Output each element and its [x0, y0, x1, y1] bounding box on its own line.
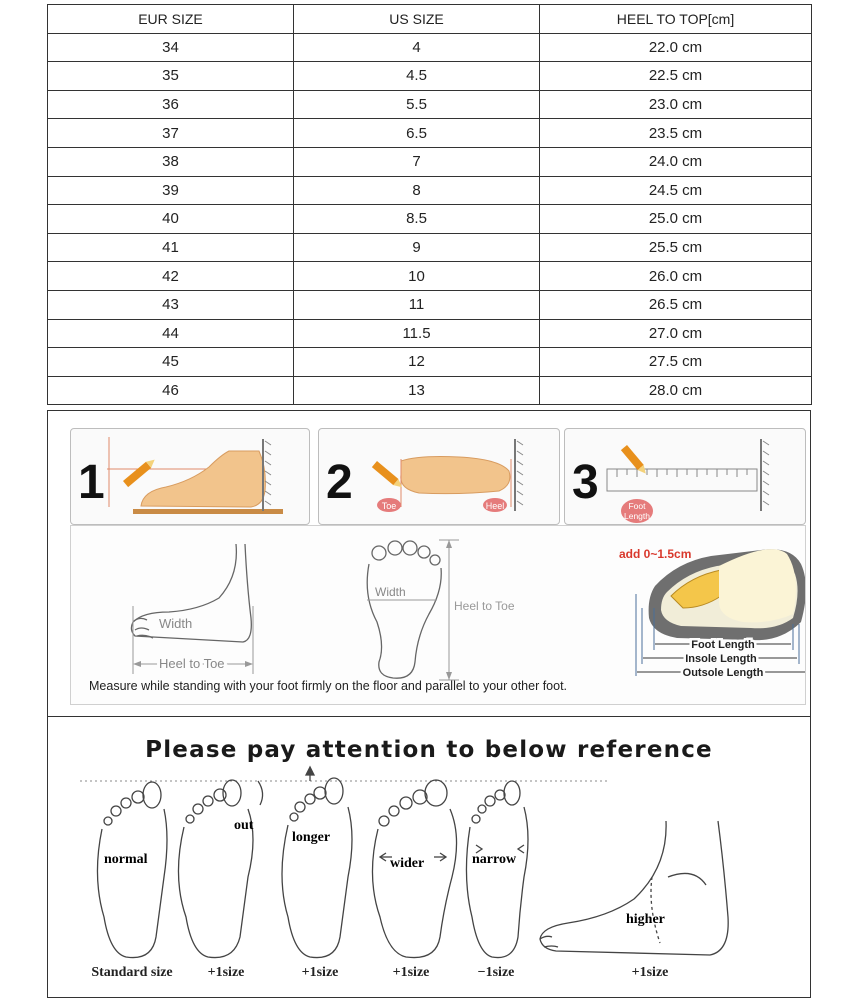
- cell-eur-size: 43: [48, 290, 294, 319]
- longer-foot-outline: [282, 767, 352, 958]
- cell-us-size: 11.5: [294, 319, 540, 348]
- size-chart-table: [47, 4, 812, 405]
- header-heel-to-top: HEEL TO TOP[cm]: [540, 5, 812, 34]
- cell-heel-to-top: 23.0 cm: [540, 90, 812, 119]
- step-2-foot-illustration: [319, 429, 559, 524]
- table-body: [48, 33, 812, 405]
- table-row: [48, 319, 812, 348]
- shoe-illustration: [649, 549, 805, 640]
- measure-instructions-panel: [47, 410, 811, 717]
- foot-label-normal: normal: [104, 852, 148, 867]
- cell-eur-size: 37: [48, 119, 294, 148]
- step-3-box: [564, 428, 806, 525]
- table-row: [48, 33, 812, 62]
- step-number: 1: [78, 456, 105, 509]
- cell-eur-size: 40: [48, 205, 294, 234]
- top-width-label: Width: [375, 585, 406, 599]
- table-row: [48, 348, 812, 377]
- cell-us-size: 8.5: [294, 205, 540, 234]
- table-row: [48, 205, 812, 234]
- foot-label-wider: wider: [390, 856, 425, 871]
- cell-us-size: 9: [294, 233, 540, 262]
- step-1-box: [70, 428, 310, 525]
- header-us-size: US SIZE: [294, 5, 540, 34]
- step-2-box: [318, 428, 560, 525]
- reference-title: Please pay attention to below reference: [145, 737, 713, 763]
- foot-caption-higher: +1size: [631, 965, 669, 980]
- side-heel-toe-label: Heel to Toe: [159, 656, 225, 671]
- cell-heel-to-top: 27.5 cm: [540, 348, 812, 377]
- foot-caption-longer: +1size: [301, 965, 339, 980]
- cell-eur-size: 41: [48, 233, 294, 262]
- cell-eur-size: 45: [48, 348, 294, 377]
- measurement-diagrams: [70, 525, 806, 705]
- step-number: 2: [326, 456, 353, 509]
- toe-label: Toe: [381, 501, 397, 511]
- foot-caption-standard: Standard size: [91, 965, 173, 980]
- foot-label-longer: longer: [292, 830, 331, 845]
- foot-caption-out: +1size: [207, 965, 245, 980]
- cell-heel-to-top: 27.0 cm: [540, 319, 812, 348]
- cell-us-size: 10: [294, 262, 540, 291]
- cell-heel-to-top: 25.0 cm: [540, 205, 812, 234]
- measure-caption: Measure while standing with your foot firmly on the floor and parallel to your other foot.: [89, 679, 568, 693]
- table-row: [48, 90, 812, 119]
- cell-heel-to-top: 26.5 cm: [540, 290, 812, 319]
- normal-foot-outline: [97, 782, 167, 958]
- cell-us-size: 11: [294, 290, 540, 319]
- cell-heel-to-top: 22.5 cm: [540, 62, 812, 91]
- cell-eur-size: 46: [48, 376, 294, 405]
- step-1-foot-illustration: [71, 429, 309, 524]
- foot-length-label-line1: Foot: [628, 501, 646, 511]
- foot-length-label: Foot Length: [691, 639, 755, 651]
- insole-length-label: Insole Length: [685, 653, 757, 665]
- cell-us-size: 12: [294, 348, 540, 377]
- outsole-length-label: Outsole Length: [682, 667, 764, 679]
- add-length-label: add 0~1.5cm: [619, 547, 692, 561]
- table-row: [48, 376, 812, 405]
- step-number: 3: [572, 456, 599, 509]
- foot-shapes-illustration: [48, 717, 810, 997]
- table-row: [48, 290, 812, 319]
- header-eur-size: EUR SIZE: [48, 5, 294, 34]
- narrow-foot-outline: [466, 781, 528, 958]
- table-header-row: [48, 5, 812, 34]
- cell-heel-to-top: 26.0 cm: [540, 262, 812, 291]
- cell-eur-size: 38: [48, 147, 294, 176]
- table-row: [48, 62, 812, 91]
- foot-caption-narrow: −1size: [477, 965, 515, 980]
- reference-panel: [47, 716, 811, 998]
- cell-eur-size: 44: [48, 319, 294, 348]
- out-foot-outline: [178, 780, 262, 958]
- foot-label-out: out: [234, 818, 254, 833]
- foot-length-label-line2: Length: [624, 511, 650, 521]
- foot-caption-wider: +1size: [392, 965, 430, 980]
- measurement-illustrations: [71, 526, 805, 704]
- cell-us-size: 7: [294, 147, 540, 176]
- cell-eur-size: 34: [48, 33, 294, 62]
- cell-heel-to-top: 24.5 cm: [540, 176, 812, 205]
- table-row: [48, 147, 812, 176]
- cell-us-size: 4: [294, 33, 540, 62]
- cell-heel-to-top: 25.5 cm: [540, 233, 812, 262]
- cell-us-size: 4.5: [294, 62, 540, 91]
- step-3-ruler-illustration: [565, 429, 805, 524]
- cell-heel-to-top: 28.0 cm: [540, 376, 812, 405]
- higher-foot-outline: [540, 821, 728, 955]
- table-row: [48, 119, 812, 148]
- heel-label: Heel: [485, 501, 505, 511]
- cell-us-size: 8: [294, 176, 540, 205]
- cell-heel-to-top: 22.0 cm: [540, 33, 812, 62]
- cell-heel-to-top: 24.0 cm: [540, 147, 812, 176]
- cell-us-size: 6.5: [294, 119, 540, 148]
- foot-label-higher: higher: [626, 912, 665, 927]
- table-row: [48, 233, 812, 262]
- top-foot-outline: [367, 541, 441, 678]
- cell-eur-size: 39: [48, 176, 294, 205]
- foot-label-narrow: narrow: [472, 852, 517, 867]
- top-heel-toe-label: Heel to Toe: [454, 599, 515, 613]
- cell-eur-size: 42: [48, 262, 294, 291]
- side-width-label: Width: [159, 616, 193, 631]
- table-row: [48, 262, 812, 291]
- cell-us-size: 13: [294, 376, 540, 405]
- cell-eur-size: 35: [48, 62, 294, 91]
- table-row: [48, 176, 812, 205]
- cell-eur-size: 36: [48, 90, 294, 119]
- cell-us-size: 5.5: [294, 90, 540, 119]
- cell-heel-to-top: 23.5 cm: [540, 119, 812, 148]
